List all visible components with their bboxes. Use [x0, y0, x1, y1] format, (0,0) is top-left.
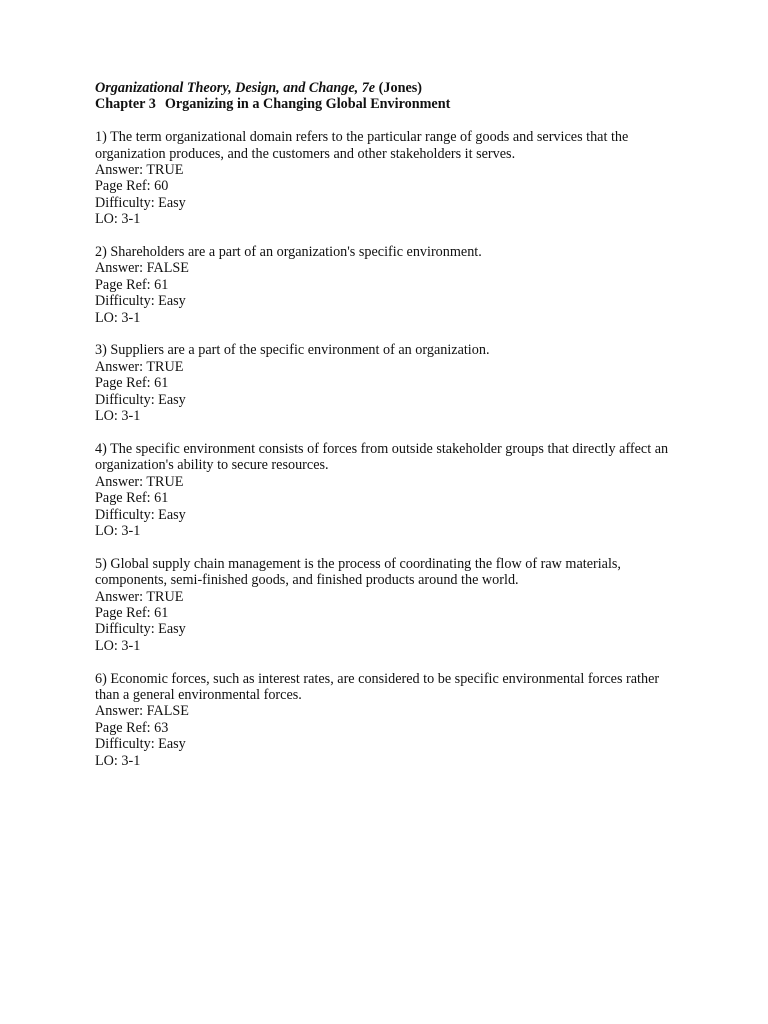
- answer-line: Answer: FALSE: [95, 703, 189, 720]
- page-ref-line: Page Ref: 60: [95, 178, 169, 195]
- book-title-line: [95, 80, 685, 96]
- book-title: Organizational Theory, Design, and Change, 7e: [95, 80, 376, 96]
- answer-line: Answer: TRUE: [95, 588, 184, 605]
- question-text: 5) Global supply chain management is the process of coordinating the flow of raw materials, components, semi-finished goods, and finished products around the world.: [95, 555, 621, 589]
- difficulty-line: Difficulty: Easy: [95, 391, 186, 408]
- lo-line: LO: 3-1: [95, 522, 141, 539]
- document-content: [95, 80, 685, 769]
- chapter-title: Organizing in a Changing Global Environment: [164, 96, 451, 113]
- answer-line: Answer: FALSE: [95, 260, 189, 277]
- question-text: 4) The specific environment consists of forces from outside stakeholder groups that directly affect an organization's ability to secure resources.: [95, 440, 669, 474]
- lo-line: LO: 3-1: [95, 637, 141, 654]
- question-block-3: [95, 342, 685, 424]
- difficulty-line: Difficulty: Easy: [95, 621, 186, 638]
- lo-line: LO: 3-1: [95, 309, 141, 326]
- difficulty-line: Difficulty: Easy: [95, 506, 186, 523]
- answer-line: Answer: TRUE: [95, 358, 184, 375]
- difficulty-line: Difficulty: Easy: [95, 194, 186, 211]
- lo-line: LO: 3-1: [95, 211, 141, 228]
- lo-line: LO: 3-1: [95, 752, 141, 769]
- difficulty-line: Difficulty: Easy: [95, 736, 186, 753]
- difficulty-line: Difficulty: Easy: [95, 293, 186, 310]
- answer-line: Answer: TRUE: [95, 162, 184, 179]
- question-text: 1) The term organizational domain refers to the particular range of goods and services that the organization produces, and the customers and other stakeholders it serves.: [95, 129, 629, 162]
- question-block-4: [95, 441, 685, 539]
- page-ref-line: Page Ref: 61: [95, 490, 169, 507]
- chapter-heading: [95, 96, 685, 112]
- chapter-label: Chapter 3: [95, 96, 156, 113]
- question-text: 6) Economic forces, such as interest rates, are considered to be specific environmental forces rather than a general environmental forces.: [95, 670, 660, 703]
- question-block-1: [95, 129, 685, 227]
- page-ref-line: Page Ref: 63: [95, 719, 169, 736]
- question-block-2: [95, 244, 685, 326]
- question-block-6: [95, 671, 685, 769]
- page-ref-line: Page Ref: 61: [95, 375, 169, 392]
- page-ref-line: Page Ref: 61: [95, 276, 169, 293]
- book-author: (Jones): [378, 80, 423, 96]
- lo-line: LO: 3-1: [95, 408, 141, 425]
- question-block-5: [95, 556, 685, 654]
- question-text: 3) Suppliers are a part of the specific environment of an organization.: [95, 342, 490, 359]
- page-ref-line: Page Ref: 61: [95, 604, 169, 621]
- question-text: 2) Shareholders are a part of an organization's specific environment.: [95, 244, 482, 261]
- answer-line: Answer: TRUE: [95, 473, 184, 490]
